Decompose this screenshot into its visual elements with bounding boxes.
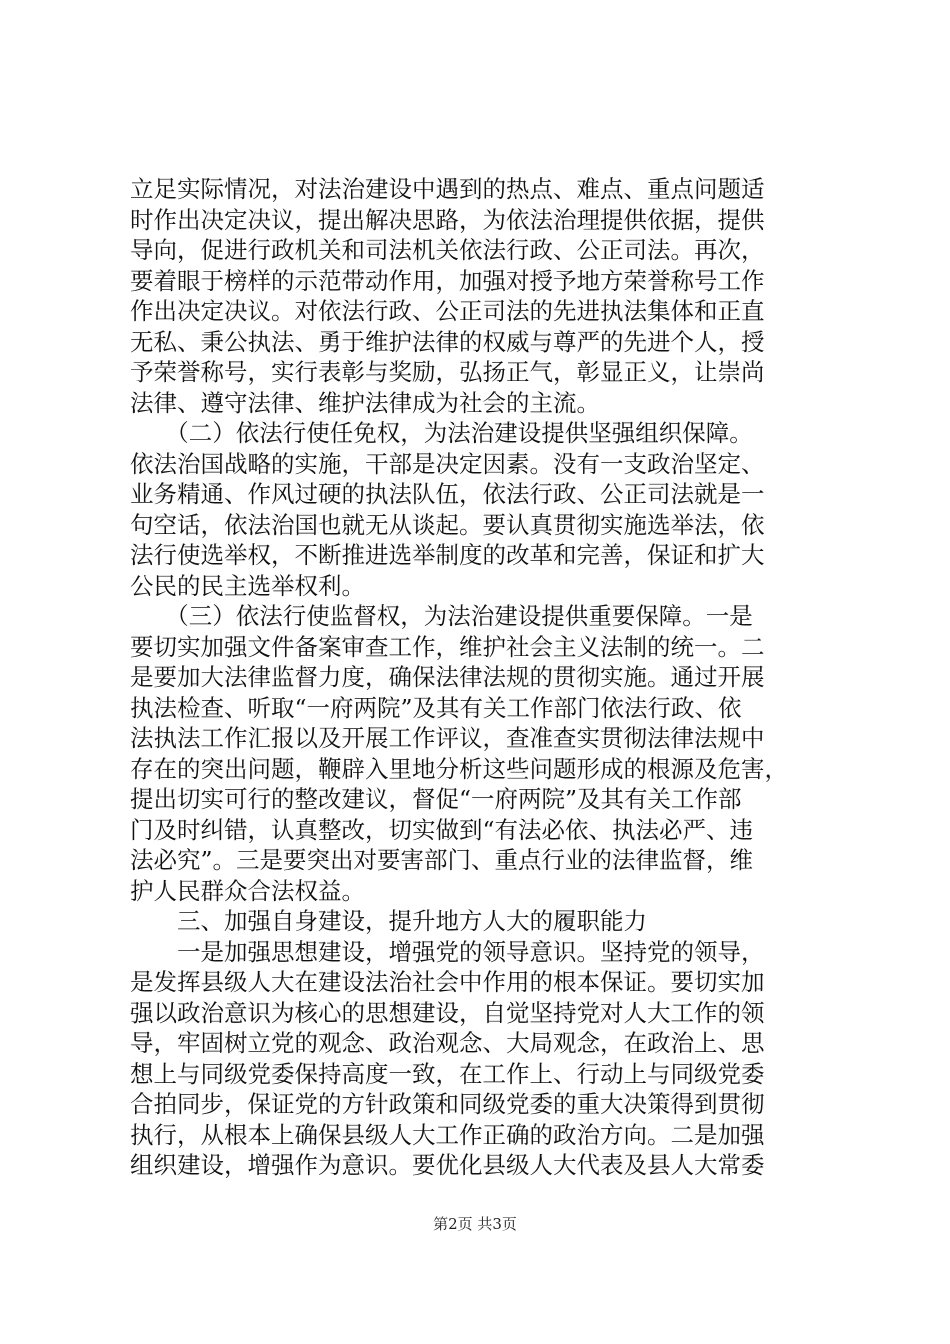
text-line: 导向，促进行政机关和司法机关依法行政、公正司法。再次，: [130, 236, 765, 264]
text-line: 门及时纠错，认真整改，切实做到“有法必依、执法必严、违: [130, 815, 754, 844]
text-line: 三、加强自身建设，提升地方人大的履职能力: [130, 907, 647, 935]
text-line: （二）依法行使任免权，为法治建设提供坚强组织保障。: [130, 419, 753, 447]
text-line: 导，牢固树立党的观念、政治观念、大局观念，在政治上、思: [130, 1029, 765, 1057]
text-line: 合拍同步，保证党的方针政策和同级党委的重大决策得到贯彻: [130, 1090, 765, 1118]
text-line: 想上与同级党委保持高度一致，在工作上、行动上与同级党委: [130, 1059, 765, 1088]
text-line: 存在的突出问题，鞭辟入里地分析这些问题形成的根源及危害，: [130, 754, 788, 783]
page-footer: 第2页 共3页: [433, 1215, 517, 1233]
text-line: 提出切实可行的整改建议，督促“一府两院”及其有关工作部: [130, 785, 742, 813]
text-line: 要着眼于榜样的示范带动作用，加强对授予地方荣誉称号工作: [130, 266, 765, 295]
text-line: 组织建设，增强作为意识。要优化县级人大代表及县人大常委: [130, 1151, 765, 1179]
text-line: 法律、遵守法律、维护法律成为社会的主流。: [130, 388, 600, 417]
text-line: 一是加强思想建设，增强党的领导意识。坚持党的领导，: [130, 937, 765, 966]
text-line: 依法治国战略的实施，干部是决定因素。没有一支政治坚定、: [130, 449, 765, 478]
text-line: 法执法工作汇报以及开展工作评议，查准查实贯彻法律法规中: [130, 724, 765, 752]
text-line: 句空话，依法治国也就无从谈起。要认真贯彻实施选举法，依: [130, 510, 765, 539]
text-line: 时作出决定决议，提出解决思路，为依法治理提供依据，提供: [130, 205, 765, 234]
text-line: 护人民群众合法权益。: [130, 876, 365, 905]
text-line: 执行，从根本上确保县级人大工作正确的政治方向。二是加强: [130, 1120, 765, 1149]
text-line: 作出决定决议。对依法行政、公正司法的先进执法集体和正直: [130, 297, 765, 325]
text-line: 是发挥县级人大在建设法治社会中作用的根本保证。要切实加: [130, 968, 765, 996]
text-line: 予荣誉称号，实行表彰与奖励，弘扬正气，彰显正义，让崇尚: [130, 358, 765, 386]
text-line: 法必究”。三是要突出对要害部门、重点行业的法律监督，维: [130, 846, 754, 874]
text-line: 强以政治意识为核心的思想建设，自觉坚持党对人大工作的领: [130, 998, 765, 1027]
text-line: 立足实际情况，对法治建设中遇到的热点、难点、重点问题适: [130, 175, 765, 203]
text-line: 无私、秉公执法、勇于维护法律的权威与尊严的先进个人，授: [130, 327, 765, 356]
body-text: [130, 174, 830, 1181]
text-line: （三）依法行使监督权，为法治建设提供重要保障。一是: [130, 602, 753, 630]
text-line: 执法检查、听取“一府两院”及其有关工作部门依法行政、依: [130, 693, 742, 722]
text-line: 要切实加强文件备案审查工作，维护社会主义法制的统一。二: [130, 632, 765, 661]
text-line: 是要加大法律监督力度，确保法律法规的贯彻实施。通过开展: [130, 663, 765, 691]
text-line: 法行使选举权，不断推进选举制度的改革和完善，保证和扩大: [130, 541, 765, 569]
text-line: 公民的民主选举权利。: [130, 571, 365, 600]
text-line: 业务精通、作风过硬的执法队伍，依法行政、公正司法就是一: [130, 480, 765, 508]
